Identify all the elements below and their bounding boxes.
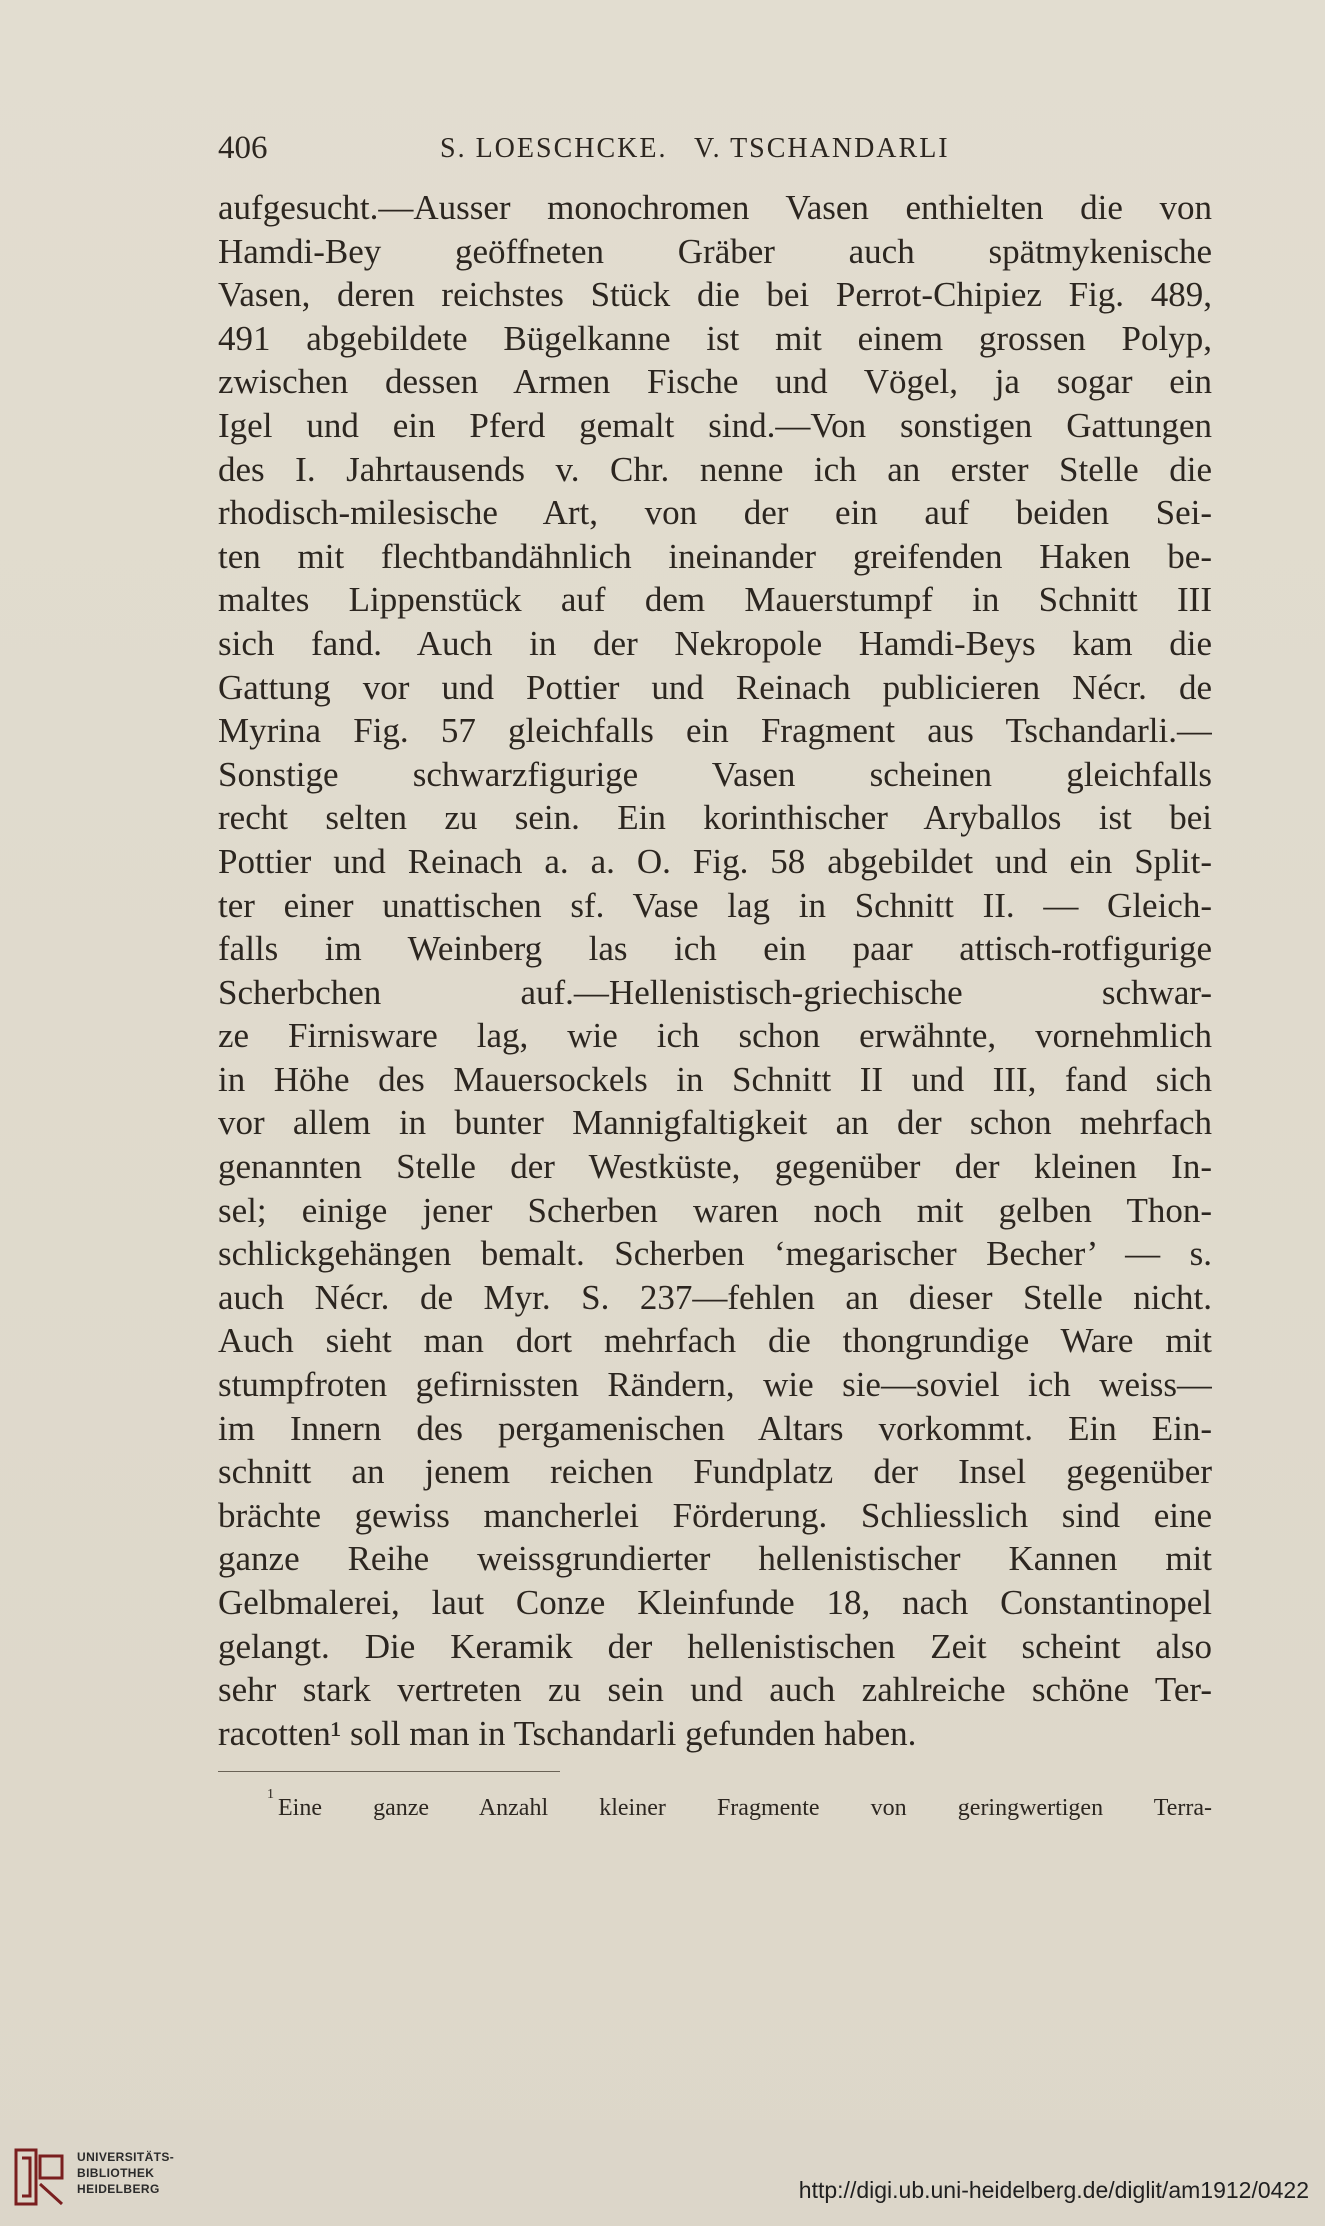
text-line: Scherbchen auf.—Hellenistisch-griechische schwar- bbox=[218, 972, 1212, 1012]
text-line: zwischen dessen Armen Fische und Vögel, ja sogar ein bbox=[218, 362, 1212, 402]
text-line: Vasen, deren reichstes Stück die bei Perrot-Chipiez Fig. 489, bbox=[218, 275, 1212, 315]
source-url-link[interactable]: http://digi.ub.uni-heidelberg.de/diglit/am1912/0422 bbox=[798, 2177, 1309, 2203]
text-line: auch Nécr. de Myr. S. 237—fehlen an dieser Stelle nicht. bbox=[218, 1277, 1212, 1317]
text-line: ten mit flechtbandähnlich ineinander greifenden Haken be- bbox=[218, 536, 1212, 576]
text-line: stumpfroten gefirnissten Rändern, wie sie—soviel ich weiss— bbox=[218, 1365, 1212, 1405]
text-line: ganze Reihe weissgrundierter hellenistischer Kannen mit bbox=[218, 1539, 1212, 1579]
text-line: racotten¹ soll man in Tschandarli gefunden haben. bbox=[218, 1713, 917, 1753]
library-logo bbox=[14, 2148, 204, 2208]
text-line: schnitt an jenem reichen Fundplatz der Insel gegenüber bbox=[218, 1452, 1212, 1492]
text-line: recht selten zu sein. Ein korinthischer Aryballos ist bei bbox=[218, 798, 1212, 838]
footnote-divider bbox=[218, 1771, 560, 1772]
text-line: schlickgehängen bemalt. Scherben ‘megarischer Becher’ — s. bbox=[218, 1234, 1212, 1274]
running-head bbox=[218, 130, 1190, 170]
text-line: sel; einige jener Scherben waren noch mit gelben Thon- bbox=[218, 1190, 1212, 1230]
text-line: sich fand. Auch in der Nekropole Hamdi-Beys kam die bbox=[218, 623, 1212, 663]
text-line: gelangt. Die Keramik der hellenistischen Zeit scheint also bbox=[218, 1626, 1212, 1666]
footnote-marker: 1 bbox=[267, 1787, 274, 1802]
text-line: sehr stark vertreten zu sein und auch zahlreiche schöne Ter- bbox=[218, 1670, 1212, 1710]
logo-line-3: HEIDELBERG bbox=[77, 2182, 160, 2196]
text-line: vor allem in bunter Mannigfaltigkeit an der schon mehrfach bbox=[218, 1103, 1212, 1143]
text-line: maltes Lippenstück auf dem Mauerstumpf in Schnitt III bbox=[218, 580, 1212, 620]
text-line: ter einer unattischen sf. Vase lag in Schnitt II. — Gleich- bbox=[218, 885, 1212, 925]
text-line: Sonstige schwarzfigurige Vasen scheinen gleichfalls bbox=[218, 754, 1212, 794]
library-emblem-icon bbox=[14, 2148, 66, 2206]
text-line: rhodisch-milesische Art, von der ein auf beiden Sei- bbox=[218, 493, 1212, 533]
body-text bbox=[218, 186, 1212, 1755]
text-line: ze Firnisware lag, wie ich schon erwähnte, vornehmlich bbox=[218, 1016, 1212, 1056]
footnote-text: Eine ganze Anzahl kleiner Fragmente von geringwertigen Terra- bbox=[278, 1795, 1212, 1821]
text-line: falls im Weinberg las ich ein paar attisch-rotfigurige bbox=[218, 929, 1212, 969]
text-line: Myrina Fig. 57 gleichfalls ein Fragment aus Tschandarli.— bbox=[218, 711, 1212, 751]
text-line: brächte gewiss mancherlei Förderung. Schliesslich sind eine bbox=[218, 1495, 1212, 1535]
logo-line-1: UNIVERSITÄTS- bbox=[77, 2150, 175, 2164]
text-line: Gelbmalerei, laut Conze Kleinfunde 18, nach Constantinopel bbox=[218, 1583, 1212, 1622]
text-line: genannten Stelle der Westküste, gegenüber der kleinen In- bbox=[218, 1147, 1212, 1187]
text-line: Auch sieht man dort mehrfach die thongrundige Ware mit bbox=[218, 1321, 1212, 1361]
page-number: 406 bbox=[218, 130, 268, 166]
text-line: Igel und ein Pferd gemalt sind.—Von sonstigen Gattungen bbox=[218, 405, 1212, 445]
running-head-title: S. LOESCHCKE. V. TSCHANDARLI bbox=[440, 133, 950, 164]
text-line: aufgesucht.—Ausser monochromen Vasen enthielten die von bbox=[218, 188, 1212, 227]
text-line: im Innern des pergamenischen Altars vorkommt. Ein Ein- bbox=[218, 1408, 1212, 1448]
text-line: 491 abgebildete Bügelkanne ist mit einem grossen Polyp, bbox=[218, 318, 1212, 358]
text-line: des I. Jahrtausends v. Chr. nenne ich an erster Stelle die bbox=[218, 449, 1212, 489]
text-line: Pottier und Reinach a. a. O. Fig. 58 abgebildet und ein Split- bbox=[218, 841, 1212, 881]
text-line: in Höhe des Mauersockels in Schnitt II und III, fand sich bbox=[218, 1059, 1212, 1099]
text-line: Gattung vor und Pottier und Reinach publicieren Nécr. de bbox=[218, 667, 1212, 707]
logo-line-2: BIBLIOTHEK bbox=[77, 2166, 155, 2180]
text-line: Hamdi-Bey geöffneten Gräber auch spätmykenische bbox=[218, 231, 1212, 271]
